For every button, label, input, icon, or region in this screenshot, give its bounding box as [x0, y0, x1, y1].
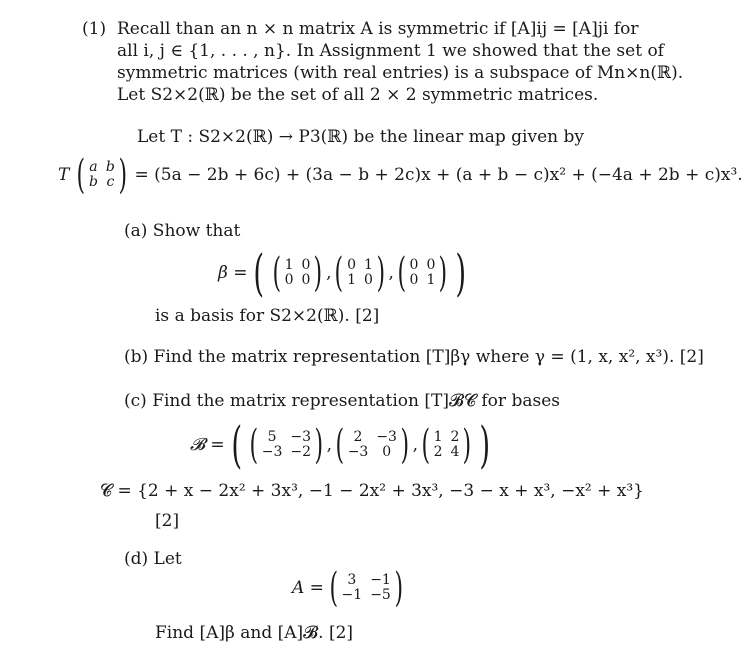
B-matrix-2: ( 2 −3 −3 0 ): [335, 422, 410, 468]
beta-matrix-1: ( 1 0 0 0 ): [272, 250, 323, 296]
B-matrix-1: ( 5 −3 −3 −2 ): [249, 422, 324, 468]
map-definition: Let T : S2×2(ℝ) → P3(ℝ) be the linear map given by: [137, 127, 584, 147]
A-matrix: ( 3 −1 −1 −5 ): [329, 565, 403, 611]
beta-symbol: β =: [218, 263, 248, 283]
A-symbol: A =: [292, 578, 324, 598]
problem-number: (1): [82, 19, 107, 39]
part-c-text: (c) Find the matrix representation [T]𝓑𝓒 for bases: [124, 391, 560, 411]
C-set: 𝓒 = {2 + x − 2x² + 3x³, −1 − 2x² + 3x³, −3 − x + x³, −x² + x³}: [100, 481, 644, 501]
B-symbol: 𝓑 =: [190, 435, 225, 455]
part-d-label: (d) Let: [124, 549, 182, 569]
map-formula: [58, 152, 743, 198]
part-b-text: (b) Find the matrix representation [T]βγ where γ = (1, x, x², x³). [2]: [124, 347, 704, 367]
beta-matrix-3: ( 0 0 0 1 ): [397, 250, 448, 296]
map-lhs-T: T: [58, 165, 70, 185]
A-definition: [292, 565, 406, 611]
intro-line-4: Let S2×2(ℝ) be the set of all 2 × 2 symmetric matrices.: [117, 85, 599, 105]
map-rhs: = (5a − 2b + 6c) + (3a − b + 2c)x + (a + b − c)x² + (−4a + 2b + c)x³.: [134, 165, 743, 185]
B-basis: 𝓑 = ( ( 5 −3 −3 −2 ) , ( 2 −3 −3 0 ) , ( 1 2 2 4 ) ): [190, 416, 491, 474]
B-matrix-3: ( 1 2 2 4 ): [421, 422, 472, 468]
part-a-label: (a) Show that: [124, 221, 241, 241]
intro-line-1: Recall than an n × n matrix A is symmetric if [A]ij = [A]ji for: [117, 19, 639, 39]
beta-matrix-2: ( 0 1 1 0 ): [334, 250, 386, 296]
part-c-marks: [2]: [155, 511, 180, 531]
intro-line-3: symmetric matrices (with real entries) is a subspace of Mn×n(ℝ).: [117, 63, 684, 83]
part-a-conclusion: is a basis for S2×2(ℝ). [2]: [155, 306, 380, 326]
map-lhs-matrix: ( a b b c ): [76, 152, 127, 198]
beta-basis: β = ( ( 1 0 0 0 ) , ( 0 1 1 0 ) , ( 0 0 0 1 ) ): [218, 244, 467, 302]
intro-line-2: all i, j ∈ {1, . . . , n}. In Assignment 1 we showed that the set of: [117, 41, 664, 61]
part-d-question: Find [A]β and [A]𝓑. [2]: [155, 623, 354, 643]
